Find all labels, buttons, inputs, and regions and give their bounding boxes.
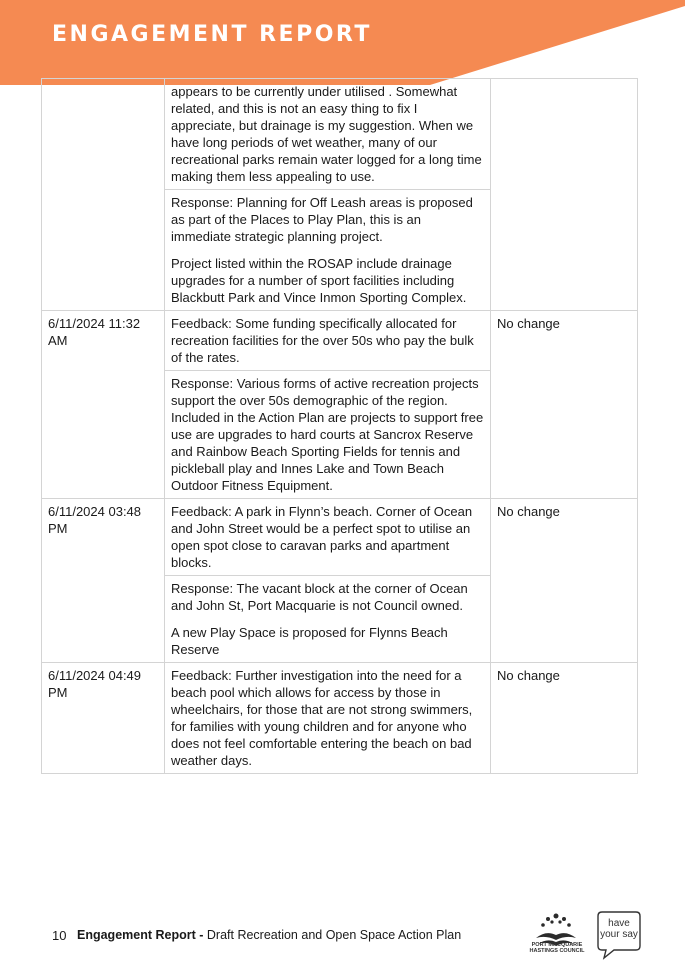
feedback-cell (165, 79, 491, 190)
logo-line-2: HASTINGS COUNCIL (529, 948, 585, 954)
action-cell: No change (491, 663, 638, 774)
feedback-cell (165, 499, 491, 576)
action-cell: No change (491, 499, 638, 663)
response-text: Response: Various forms of active recreation projects support the over 50s demographic of the region. Included in the Action Plan are projects to support free use are upgrades to hard courts at Sancrox Reserve and Rainbow Beach Sporting Fields for tennis and pickleball play and Innes Lake and Town Beach Outdoor Fitness Equipment. (171, 376, 484, 493)
response-cell (165, 576, 491, 663)
feedback-text: appears to be currently under utilised . Somewhat related, and this is not an easy thing to fix I appreciate, but drainage is my suggestion. When we have long periods of wet weather, many of our recreational parks remain water logged for a long time making them less appealing to use. (171, 84, 482, 184)
date-cell (42, 79, 165, 311)
response-text: A new Play Space is proposed for Flynns Beach Reserve (171, 625, 448, 657)
action-cell (491, 79, 638, 311)
date-cell: 6/11/2024 03:48 PM (42, 499, 165, 663)
table-row (42, 79, 638, 190)
date-cell: 6/11/2024 04:49 PM (42, 663, 165, 774)
report-title: ENGAGEMENT REPORT (52, 22, 372, 47)
table-row (42, 499, 638, 576)
response-cell (165, 371, 491, 499)
page-footer (0, 900, 685, 970)
feedback-text: Feedback: A park in Flynn’s beach. Corner of Ocean and John Street would be a perfect spot to utilise an open spot close to caravan parks and apartment blocks. (171, 504, 473, 570)
response-text: Response: Planning for Off Leash areas is proposed as part of the Places to Play Plan, this is an immediate strategic planning project. (171, 195, 473, 244)
table-row (42, 311, 638, 371)
page-header (0, 0, 685, 90)
footer-title-rest: Draft Recreation and Open Space Action Plan (203, 928, 462, 942)
council-logo-text (526, 942, 588, 954)
feedback-cell (165, 663, 491, 774)
response-text: Response: The vacant block at the corner of Ocean and John St, Port Macquarie is not Council owned. (171, 581, 468, 613)
feedback-table (41, 78, 638, 774)
action-cell: No change (491, 311, 638, 499)
response-text: Project listed within the ROSAP include drainage upgrades for a number of sport facilities including Blackbutt Park and Vince Inmon Sporting Complex. (171, 256, 467, 305)
feedback-cell (165, 311, 491, 371)
response-cell (165, 190, 491, 311)
page-number: 10 (52, 928, 67, 943)
badge-line-1: have (608, 918, 630, 929)
feedback-text: Feedback: Further investigation into the need for a beach pool which allows for access by those in wheelchairs, for those that are not strong swimmers, for families with young children and for anyone who does not feel comfortable entering the beach on bad weather days. (171, 668, 473, 768)
have-your-say-text (596, 918, 642, 940)
footer-title-bold: Engagement Report - (77, 928, 204, 942)
badge-line-2: your say (600, 929, 638, 940)
feedback-text: Feedback: Some funding specifically allocated for recreation facilities for the over 50s who pay the bulk of the rates. (171, 316, 474, 365)
council-logo-icon (526, 908, 586, 966)
table-row (42, 663, 638, 774)
date-cell: 6/11/2024 11:32 AM (42, 311, 165, 499)
footer-title (77, 928, 461, 942)
logo-line-1: PORT MACQUARIE (531, 942, 583, 948)
